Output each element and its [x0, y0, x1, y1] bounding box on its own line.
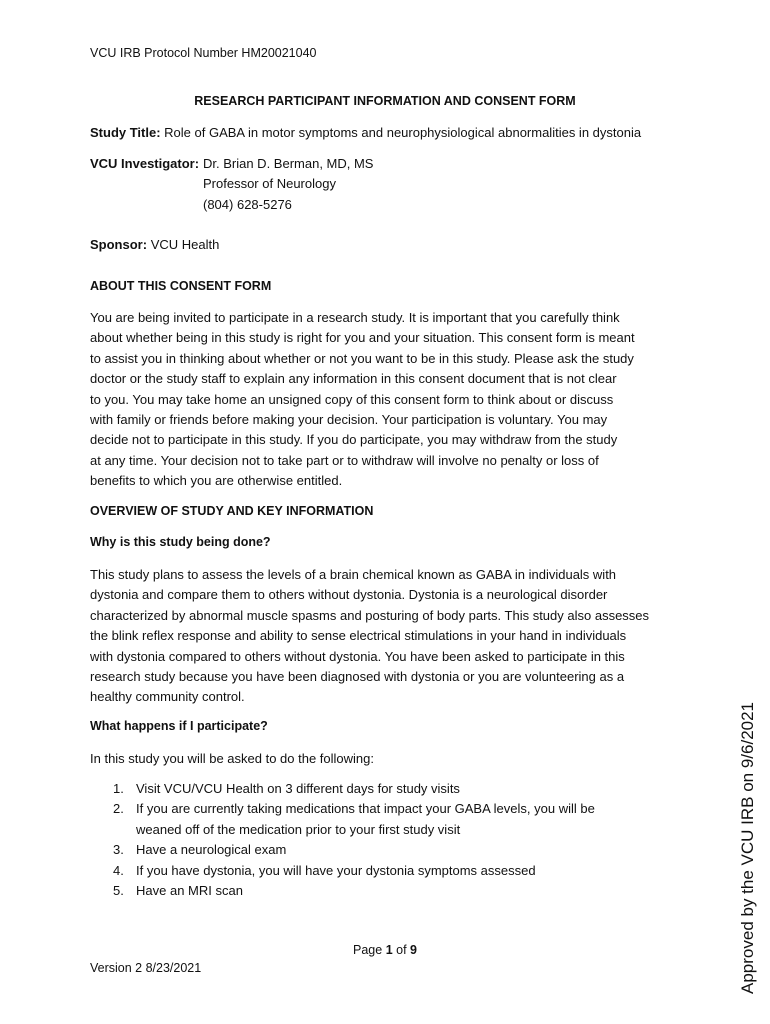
investigator-position: Professor of Neurology — [203, 176, 336, 191]
paragraph-line: dystonia and compare them to others without dystonia. Dystonia is a neurological disorder — [90, 587, 608, 603]
list-number: 2. — [113, 801, 124, 817]
paragraph-line: doctor or the study staff to explain any information in this consent document that is not clear — [90, 371, 617, 387]
study-title — [90, 125, 641, 140]
investigator-name: Dr. Brian D. Berman, MD, MS — [203, 156, 374, 171]
paragraph-line: to assist you in thinking about whether or not you want to be in this study. Please ask the study — [90, 350, 634, 366]
procedures-list — [90, 779, 690, 901]
list-number: 3. — [113, 842, 124, 858]
paragraph-line: at any time. Your decision not to take part or to withdraw will involve no penalty or loss of — [90, 452, 599, 468]
paragraph-line: about whether being in this study is right for you and your situation. This consent form is meant — [90, 330, 635, 346]
sponsor-value: VCU Health — [150, 237, 220, 252]
paragraph-line: characterized by abnormal muscle spasms and posturing of body parts. This study also assesses — [90, 607, 650, 623]
list-item: 1. Visit VCU/VCU Health on 3 different days for study visits — [90, 779, 690, 799]
list-item: 3. Have a neurological exam — [90, 840, 690, 860]
list-item: 5. Have an MRI scan — [90, 881, 690, 901]
sponsor — [90, 237, 219, 252]
paragraph-line: with family or friends before making your decision. Your participation is voluntary. You may — [90, 412, 608, 428]
paragraph-line: healthy community control. — [90, 689, 245, 705]
version-date: Version 2 8/23/2021 — [90, 961, 202, 975]
why-heading: Why is this study being done? — [90, 535, 271, 549]
total-pages: 9 — [410, 943, 417, 957]
about-heading: ABOUT THIS CONSENT FORM — [90, 279, 272, 293]
list-number: 5. — [113, 883, 124, 899]
investigator-phone: (804) 628-5276 — [203, 197, 292, 212]
current-page: 1 — [385, 943, 393, 957]
what-happens-heading: What happens if I participate? — [90, 719, 268, 733]
protocol-number: VCU IRB Protocol Number HM20021040 — [90, 46, 317, 60]
about-paragraph — [90, 308, 685, 492]
list-item: 4. If you have dystonia, you will have your dystonia symptoms assessed — [90, 861, 690, 881]
page-number: Page 1 of 9 — [353, 943, 417, 957]
investigator-label: VCU Investigator: — [90, 156, 200, 171]
paragraph-line: research study because you have been diagnosed with dystonia or you are volunteering as a — [90, 669, 625, 685]
study-title-label: Study Title: — [90, 125, 161, 140]
irb-approval-stamp: Approved by the VCU IRB on 9/6/2021 — [738, 701, 757, 994]
study-title-value: Role of GABA in motor symptoms and neurophysiological abnormalities in dystonia — [164, 125, 642, 140]
form-title: RESEARCH PARTICIPANT INFORMATION AND CONSENT FORM — [194, 94, 576, 108]
list-number: 1. — [113, 781, 124, 796]
why-paragraph — [90, 565, 685, 708]
sponsor-label: Sponsor: — [90, 237, 148, 252]
paragraph-line: benefits to which you are otherwise entitled. — [90, 473, 343, 489]
paragraph-line: decide not to participate in this study. If you do participate, you may withdraw from the study — [90, 432, 618, 448]
paragraph-line: This study plans to assess the levels of a brain chemical known as GABA in individuals with — [90, 567, 617, 582]
list-number: 4. — [113, 862, 124, 878]
paragraph-line: the blink reflex response and ability to sense electrical stimulations in your hand in individuals — [90, 628, 627, 644]
paragraph-line: with dystonia compared to others without dystonia. You have been asked to participate in this — [90, 648, 625, 664]
paragraph-line: You are being invited to participate in a research study. It is important that you carefully think — [90, 310, 620, 325]
overview-heading: OVERVIEW OF STUDY AND KEY INFORMATION — [90, 504, 374, 518]
what-happens-intro: In this study you will be asked to do the following: — [90, 751, 374, 766]
paragraph-line: to you. You may take home an unsigned copy of this consent form to think about or discuss — [90, 391, 614, 407]
list-item: 2. If you are currently taking medications that impact your GABA levels, you will be weaned off of the medication prior to your first study visit — [113, 801, 595, 837]
